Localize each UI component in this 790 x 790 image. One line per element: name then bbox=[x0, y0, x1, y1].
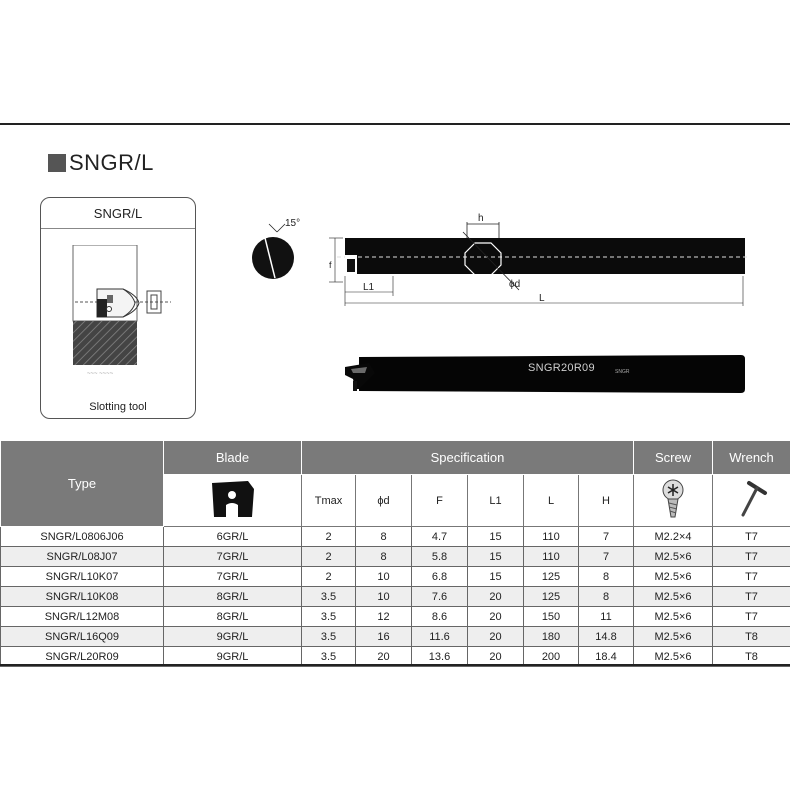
cell-f: 13.6 bbox=[412, 647, 468, 667]
cell-l: 180 bbox=[524, 627, 579, 647]
slot-card-caption: Slotting tool bbox=[89, 401, 147, 413]
header-wrench: Wrench bbox=[713, 441, 790, 475]
cell-type: SNGR/L08J07 bbox=[1, 547, 164, 567]
cell-blade: 7GR/L bbox=[164, 567, 302, 587]
cell-l: 110 bbox=[524, 547, 579, 567]
f-label: f bbox=[329, 260, 332, 270]
table-row bbox=[1, 607, 790, 627]
blade-image-cell bbox=[164, 475, 302, 527]
bar-side-view bbox=[345, 238, 745, 274]
cell-screw: M2.5×6 bbox=[634, 647, 713, 667]
cell-screw: M2.5×6 bbox=[634, 627, 713, 647]
wrench-image-cell bbox=[713, 475, 790, 527]
product-bar-icon bbox=[345, 345, 745, 405]
wrench-icon bbox=[735, 479, 769, 519]
cell-l: 125 bbox=[524, 587, 579, 607]
cell-h: 8 bbox=[579, 587, 634, 607]
cell-wrench: T7 bbox=[713, 607, 790, 627]
cell-screw: M2.2×4 bbox=[634, 527, 713, 547]
cell-l1: 20 bbox=[468, 607, 524, 627]
screw-image-cell bbox=[634, 475, 713, 527]
cell-f: 5.8 bbox=[412, 547, 468, 567]
specification-table bbox=[0, 440, 790, 667]
header-type: Type bbox=[1, 441, 164, 527]
h-label: h bbox=[478, 213, 484, 224]
technical-drawing bbox=[245, 210, 755, 310]
svg-text:~~~ ~~~~: ~~~ ~~~~ bbox=[87, 371, 114, 377]
cell-tmax: 2 bbox=[302, 527, 356, 547]
slotting-diagram-icon bbox=[67, 245, 177, 397]
cell-tmax: 2 bbox=[302, 567, 356, 587]
cell-type: SNGR/L16Q09 bbox=[1, 627, 164, 647]
title-square-icon bbox=[48, 154, 66, 172]
cell-l: 125 bbox=[524, 567, 579, 587]
cell-f: 6.8 bbox=[412, 567, 468, 587]
cell-type: SNGR/L20R09 bbox=[1, 647, 164, 667]
cell-wrench: T7 bbox=[713, 587, 790, 607]
cell-type: SNGR/L10K07 bbox=[1, 567, 164, 587]
cell-tmax: 2 bbox=[302, 547, 356, 567]
header-blade: Blade bbox=[164, 441, 302, 475]
cell-blade: 7GR/L bbox=[164, 547, 302, 567]
cell-wrench: T7 bbox=[713, 547, 790, 567]
product-engraving: SNGR20R09 bbox=[528, 362, 595, 374]
cell-screw: M2.5×6 bbox=[634, 587, 713, 607]
cell-tmax: 3.5 bbox=[302, 647, 356, 667]
cell-type: SNGR/L12M08 bbox=[1, 607, 164, 627]
cell-phi-d: 16 bbox=[356, 627, 412, 647]
cell-h: 11 bbox=[579, 607, 634, 627]
cell-h: 8 bbox=[579, 567, 634, 587]
slotting-tool-card bbox=[40, 197, 196, 419]
cell-wrench: T8 bbox=[713, 647, 790, 667]
cell-phi-d: 10 bbox=[356, 567, 412, 587]
header-tmax: Tmax bbox=[302, 475, 356, 527]
table-row bbox=[1, 587, 790, 607]
cell-f: 7.6 bbox=[412, 587, 468, 607]
cell-phi-d: 8 bbox=[356, 547, 412, 567]
cell-type: SNGR/L10K08 bbox=[1, 587, 164, 607]
header-l: L bbox=[524, 475, 579, 527]
cell-screw: M2.5×6 bbox=[634, 547, 713, 567]
table-row bbox=[1, 527, 790, 547]
cell-screw: M2.5×6 bbox=[634, 607, 713, 627]
header-f: F bbox=[412, 475, 468, 527]
table-row bbox=[1, 547, 790, 567]
cell-h: 7 bbox=[579, 527, 634, 547]
cell-type: SNGR/L0806J06 bbox=[1, 527, 164, 547]
section-title-text: SNGR/L bbox=[69, 150, 154, 175]
cell-tmax: 3.5 bbox=[302, 607, 356, 627]
header-screw: Screw bbox=[634, 441, 713, 475]
slot-card-divider bbox=[41, 228, 195, 229]
table-row bbox=[1, 627, 790, 647]
header-l1: L1 bbox=[468, 475, 524, 527]
cell-tmax: 3.5 bbox=[302, 587, 356, 607]
cell-phi-d: 20 bbox=[356, 647, 412, 667]
cell-phi-d: 12 bbox=[356, 607, 412, 627]
cell-blade: 6GR/L bbox=[164, 527, 302, 547]
table-body bbox=[1, 527, 790, 667]
angle-label: 15° bbox=[285, 218, 301, 229]
header-h: H bbox=[579, 475, 634, 527]
top-rule bbox=[0, 123, 790, 125]
cell-l1: 15 bbox=[468, 567, 524, 587]
cell-l1: 15 bbox=[468, 547, 524, 567]
cell-f: 11.6 bbox=[412, 627, 468, 647]
cell-l1: 20 bbox=[468, 627, 524, 647]
cell-screw: M2.5×6 bbox=[634, 567, 713, 587]
cell-tmax: 3.5 bbox=[302, 627, 356, 647]
cell-l: 200 bbox=[524, 647, 579, 667]
cell-f: 4.7 bbox=[412, 527, 468, 547]
cell-f: 8.6 bbox=[412, 607, 468, 627]
cell-l1: 20 bbox=[468, 647, 524, 667]
end-view-circle bbox=[252, 224, 294, 279]
cell-phi-d: 8 bbox=[356, 527, 412, 547]
table-row bbox=[1, 567, 790, 587]
cell-blade: 9GR/L bbox=[164, 627, 302, 647]
cell-blade: 8GR/L bbox=[164, 587, 302, 607]
l1-label: L1 bbox=[363, 282, 375, 293]
phi-d-label: ϕd bbox=[509, 279, 521, 290]
cell-blade: 8GR/L bbox=[164, 607, 302, 627]
header-specification: Specification bbox=[302, 441, 634, 475]
section-title bbox=[48, 150, 154, 176]
product-small-engraving: SNGR bbox=[615, 369, 630, 375]
cell-wrench: T7 bbox=[713, 527, 790, 547]
cell-l: 110 bbox=[524, 527, 579, 547]
slot-card-title: SNGR/L bbox=[93, 206, 143, 221]
cell-h: 18.4 bbox=[579, 647, 634, 667]
product-photo bbox=[345, 345, 745, 405]
bottom-rule bbox=[0, 664, 790, 666]
cell-phi-d: 10 bbox=[356, 587, 412, 607]
cell-wrench: T7 bbox=[713, 567, 790, 587]
cell-l: 150 bbox=[524, 607, 579, 627]
cell-h: 14.8 bbox=[579, 627, 634, 647]
cell-l1: 15 bbox=[468, 527, 524, 547]
cell-h: 7 bbox=[579, 547, 634, 567]
header-phi-d: ϕd bbox=[356, 475, 412, 527]
cell-blade: 9GR/L bbox=[164, 647, 302, 667]
l-label: L bbox=[539, 293, 545, 304]
cell-l1: 20 bbox=[468, 587, 524, 607]
blade-icon bbox=[208, 477, 258, 521]
screw-icon bbox=[658, 479, 688, 519]
cell-wrench: T8 bbox=[713, 627, 790, 647]
